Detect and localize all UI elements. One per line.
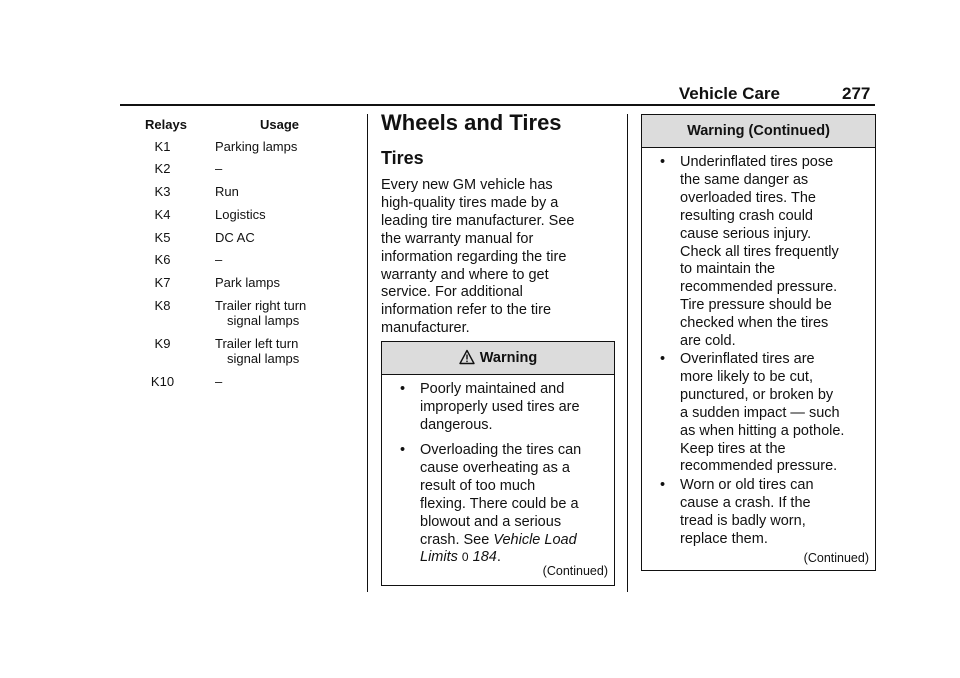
- text-line: tread is badly worn,: [680, 512, 806, 529]
- relay-usage-line: Trailer right turn: [215, 298, 307, 313]
- relay-usage: –: [215, 374, 223, 389]
- text-line: cause serious injury.: [680, 225, 812, 242]
- text-line: resulting crash could: [680, 207, 813, 224]
- text-line: Check all tires frequently: [680, 243, 839, 260]
- text-line: leading tire manufacturer. See: [381, 212, 575, 229]
- ref-title-continued[interactable]: Limits: [420, 549, 458, 566]
- text-line: Overinflated tires are: [680, 351, 815, 367]
- relay-usage: Run: [215, 184, 239, 199]
- bullet-glyph: •: [400, 381, 406, 397]
- relay-usage: –: [215, 252, 223, 267]
- warning-header: [642, 115, 875, 148]
- text-line: dangerous.: [420, 416, 493, 433]
- relay-usage: Parking lamps: [215, 139, 298, 154]
- text-line: improperly used tires are: [420, 398, 580, 415]
- relay-usage: DC AC: [215, 230, 255, 245]
- text-line: checked when the tires: [680, 315, 829, 332]
- relays-column-header: Relays: [145, 117, 187, 132]
- warning-title: Warning: [479, 350, 538, 366]
- text-line: information refer to the tire: [381, 302, 552, 319]
- warning-title: Warning (Continued): [687, 123, 830, 139]
- ref-prefix: crash. See: [420, 531, 494, 548]
- text-line: recommended pressure.: [680, 279, 838, 296]
- text-line: Keep tires at the: [680, 440, 786, 457]
- continued-note: (Continued): [803, 551, 869, 565]
- relay-usage-line: signal lamps: [227, 313, 300, 328]
- bullet-glyph: •: [400, 442, 406, 458]
- text-line: punctured, or broken by: [680, 386, 834, 403]
- warning-triangle-icon: [459, 349, 475, 365]
- relay-id: K7: [154, 275, 171, 290]
- ref-title[interactable]: Vehicle Load: [493, 531, 577, 548]
- usage-column-header: Usage: [260, 117, 300, 132]
- warning-box: [381, 341, 615, 586]
- text-line: flexing. There could be a: [420, 495, 579, 512]
- relay-usage: –: [215, 161, 223, 176]
- text-line: Every new GM vehicle has: [381, 177, 553, 193]
- text-line: Overloading the tires can: [420, 442, 582, 458]
- relay-usage-line: signal lamps: [227, 351, 300, 366]
- text-line: more likely to be cut,: [680, 368, 813, 385]
- relay-id: K5: [154, 230, 171, 245]
- text-line: the same danger as: [680, 171, 809, 188]
- page-number: 277: [842, 84, 871, 103]
- text-line: to maintain the: [680, 261, 776, 278]
- cross-reference: [420, 532, 581, 550]
- relay-id: K9: [154, 336, 171, 351]
- bullet-glyph: •: [660, 351, 666, 367]
- column-divider-right: [627, 114, 628, 592]
- relay-usage: [215, 298, 340, 328]
- relay-id: K2: [154, 161, 171, 176]
- text-line: Poorly maintained and: [420, 381, 565, 397]
- text-line: service. For additional: [381, 284, 523, 301]
- ref-page[interactable]: 184: [472, 549, 497, 566]
- text-line: recommended pressure.: [680, 458, 838, 475]
- text-line: high-quality tires made by a: [381, 194, 559, 211]
- text-line: information regarding the tire: [381, 248, 567, 265]
- text-line: the warranty manual for: [381, 230, 534, 247]
- section-title: Vehicle Care: [678, 84, 780, 103]
- warning-header: [382, 342, 614, 375]
- text-line: cause overheating as a: [420, 459, 570, 476]
- text-line: a sudden impact — such: [680, 404, 840, 421]
- relay-id: K10: [150, 374, 175, 389]
- text-line: are cold.: [680, 333, 736, 350]
- relay-id: K3: [154, 184, 171, 199]
- relay-id: K8: [154, 298, 171, 313]
- section-heading: Wheels and Tires: [381, 110, 562, 135]
- subsection-heading: Tires: [381, 148, 424, 168]
- text-line: Worn or old tires can: [680, 477, 814, 493]
- bullet-glyph: •: [660, 154, 666, 170]
- text-line: result of too much: [420, 477, 536, 494]
- continued-note: (Continued): [542, 564, 608, 578]
- relay-id: K6: [154, 252, 171, 267]
- ref-end: .: [496, 549, 501, 566]
- warning-box-continued: [641, 114, 876, 571]
- text-line: overloaded tires. The: [680, 189, 816, 206]
- text-line: as when hitting a pothole.: [680, 422, 845, 439]
- text-line: Underinflated tires pose: [680, 154, 834, 170]
- bullet-glyph: •: [660, 477, 666, 493]
- text-line: manufacturer.: [381, 320, 470, 337]
- text-line: cause a crash. If the: [680, 494, 811, 511]
- intro-paragraph: [381, 177, 606, 338]
- relay-id: K1: [154, 139, 171, 154]
- relay-usage-line: Trailer left turn: [215, 336, 299, 351]
- header-rule: [120, 104, 875, 106]
- text-line: blowout and a serious: [420, 513, 562, 530]
- text-line: replace them.: [680, 530, 768, 547]
- relay-id: K4: [154, 207, 171, 222]
- page-reference-icon: 0: [461, 550, 469, 565]
- relay-usage: Logistics: [215, 207, 266, 222]
- relay-usage: Park lamps: [215, 275, 281, 290]
- text-line: warranty and where to get: [381, 266, 549, 283]
- column-divider-left: [367, 114, 368, 592]
- text-line: Tire pressure should be: [680, 297, 832, 314]
- relay-usage: [215, 336, 340, 366]
